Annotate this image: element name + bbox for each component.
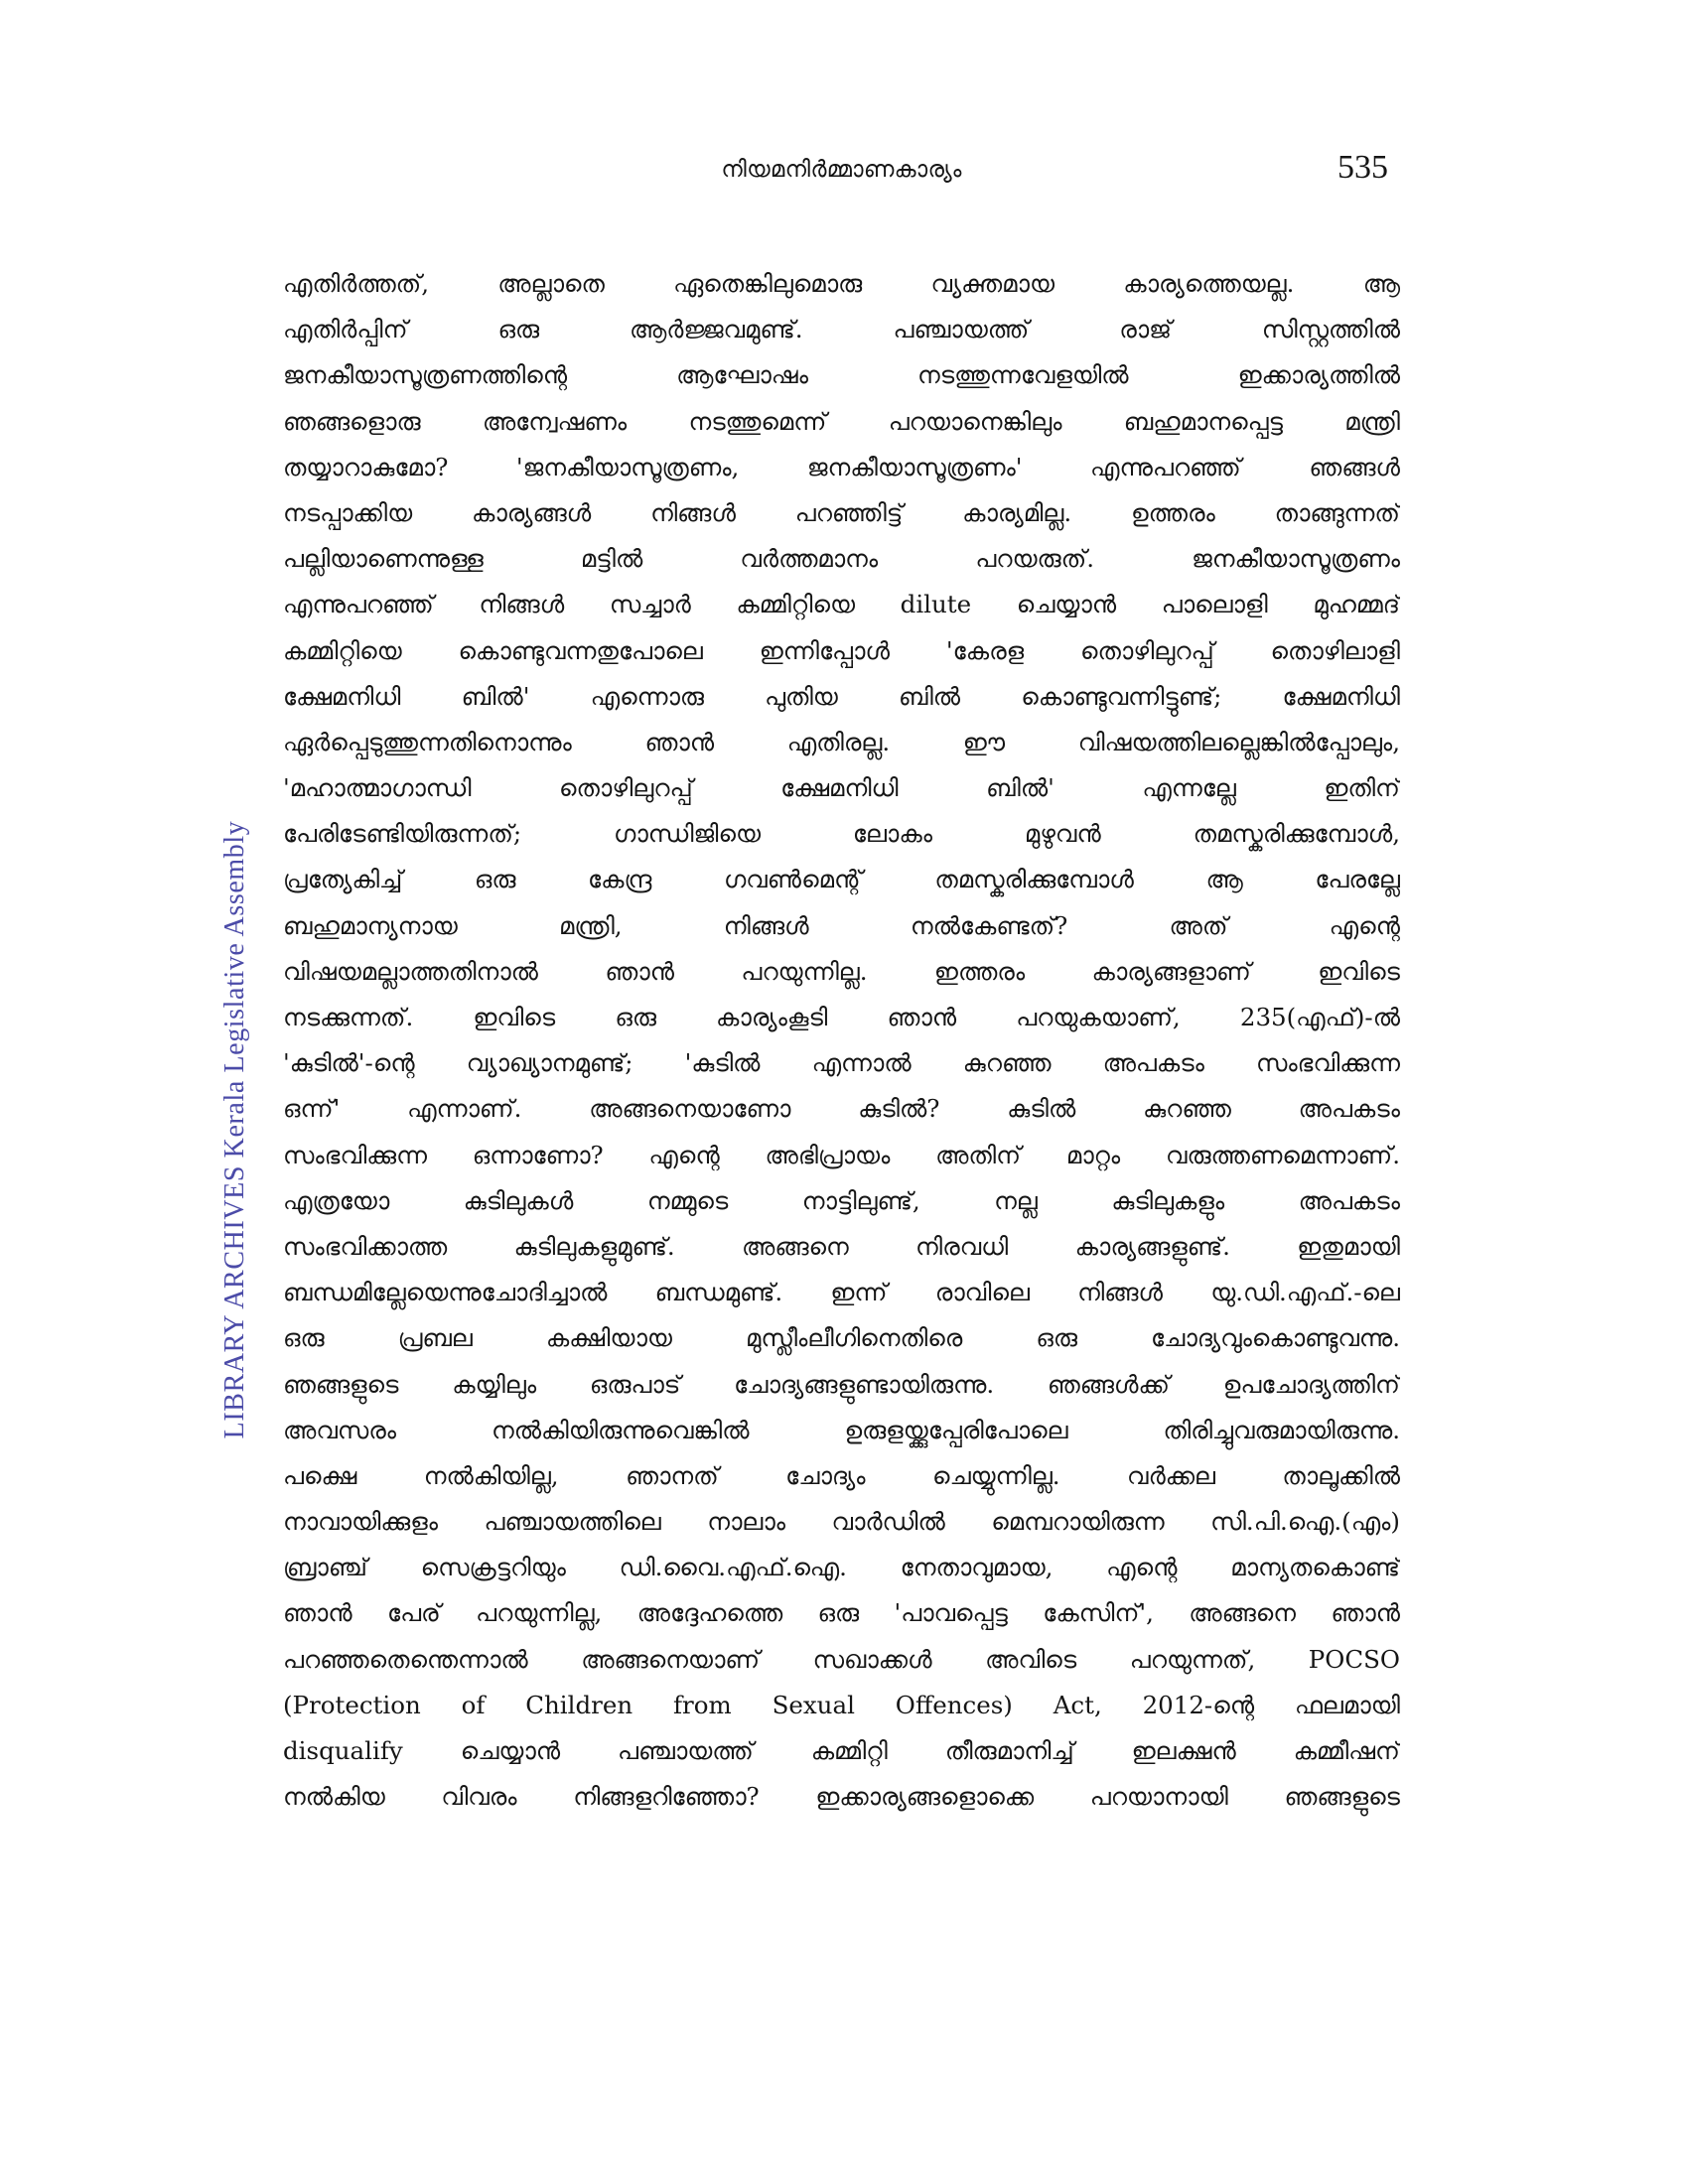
text-line: ക്ഷേമനിധി ബിൽ' എന്നൊരു പുതിയ ബിൽ കൊണ്ടുവന്നിട്ടുണ്ട്; ക്ഷേമനിധി [283, 681, 1400, 711]
text-line: പറഞ്ഞതെന്തെന്നാൽ അങ്ങനെയാണ് സഖാക്കൾ അവിടെ പറയുന്നത്, POCSO [283, 1644, 1400, 1674]
text-line: എതിർത്തത്, അല്ലാതെ ഏതെങ്കിലുമൊരു വ്യക്തമായ കാര്യത്തെയല്ല. ആ [283, 269, 1400, 298]
text-line: നൽകിയ വിവരം നിങ്ങളറിഞ്ഞോ? ഇക്കാര്യങ്ങളൊക്കെ പറയാനായി ഞങ്ങളുടെ [283, 1782, 1400, 1812]
text-line: സംഭവിക്കുന്ന ഒന്നാണോ? എന്റെ അഭിപ്രായം അതിന് മാറ്റം വരുത്തണമെന്നാണ്. [283, 1140, 1400, 1169]
text-line: നടപ്പാക്കിയ കാര്യങ്ങൾ നിങ്ങൾ പറഞ്ഞിട്ട് കാര്യമില്ല. ഉത്തരം താങ്ങുന്നത് [283, 497, 1400, 527]
text-line: തയ്യാറാകുമോ? 'ജനകീയാസൂത്രണം, ജനകീയാസൂത്രണം' എന്നുപറഞ്ഞ് ഞങ്ങൾ [283, 452, 1400, 481]
text-line: 'മഹാത്മാഗാന്ധി തൊഴിലുറപ്പ് ക്ഷേമനിധി ബിൽ' എന്നല്ലേ ഇതിന് [283, 773, 1400, 803]
text-line: എതിർപ്പിന് ഒരു ആർജ്ജവമുണ്ട്. പഞ്ചായത്ത് രാജ് സിസ്റ്റത്തിൽ [283, 315, 1400, 344]
text-line: നാവായിക്കുളം പഞ്ചായത്തിലെ നാലാം വാർഡിൽ മെമ്പറായിരുന്ന സി.പി.ഐ.(എം) [283, 1507, 1400, 1537]
text-line: നടക്കുന്നത്. ഇവിടെ ഒരു കാര്യംകൂടി ഞാൻ പറയുകയാണ്, 235(എഫ്)-ൽ [283, 1003, 1400, 1031]
text-line: കമ്മിറ്റിയെ കൊണ്ടുവന്നതുപോലെ ഇന്നിപ്പോൾ 'കേരള തൊഴിലുറപ്പ് തൊഴിലാളി [283, 635, 1400, 665]
text-line: ഞങ്ങളുടെ കയ്യിലും ഒരുപാട് ചോദ്യങ്ങളുണ്ടായിരുന്നു. ഞങ്ങൾക്ക് ഉപചോദ്യത്തിന് [283, 1369, 1400, 1399]
text-line: എത്രയോ കുടിലുകൾ നമ്മുടെ നാട്ടിലുണ്ട്, നല്ല കുടിലുകളും അപകടം [283, 1185, 1400, 1215]
body-text [283, 261, 1400, 1820]
text-line: ഏർപ്പെടുത്തുന്നതിനൊന്നും ഞാൻ എതിരല്ല. ഈ വിഷയത്തിലല്ലെങ്കിൽപ്പോലും, [283, 727, 1400, 756]
text-line: പല്ലിയാണെന്നുള്ള മട്ടിൽ വർത്തമാനം പറയരുത്. ജനകീയാസൂത്രണം [283, 544, 1400, 574]
text-line: ബഹുമാന്യനായ മന്ത്രി, നിങ്ങൾ നൽകേണ്ടത്? അത് എന്റെ [283, 910, 1400, 940]
text-line: disqualify ചെയ്യാൻ പഞ്ചായത്ത് കമ്മിറ്റി തീരുമാനിച്ച് ഇലക്ഷൻ കമ്മീഷന് [283, 1736, 1400, 1765]
text-line: ഒന്ന്' എന്നാണ്. അങ്ങനെയാണോ കുടിൽ? കുടിൽ കുറഞ്ഞ അപകടം [283, 1094, 1400, 1124]
text-line: പക്ഷെ നൽകിയില്ല, ഞാനത് ചോദ്യം ചെയ്യുന്നില്ല. വർക്കല താലൂക്കിൽ [283, 1460, 1400, 1490]
text-line: ബന്ധമില്ലേയെന്നുചോദിച്ചാൽ ബന്ധമുണ്ട്. ഇന്ന് രാവിലെ നിങ്ങൾ യു.ഡി.എഫ്.-ലെ [283, 1278, 1400, 1307]
text-line: ഞങ്ങളൊരു അന്വേഷണം നടത്തുമെന്ന് പറയാനെങ്കിലും ബഹുമാനപ്പെട്ട മന്ത്രി [283, 406, 1400, 436]
text-line: ജനകീയാസൂത്രണത്തിന്റെ ആഘോഷം നടത്തുന്നവേളയിൽ ഇക്കാര്യത്തിൽ [283, 360, 1400, 390]
text-line: 'കുടിൽ'-ന്റെ വ്യാഖ്യാനമുണ്ട്; 'കുടിൽ എന്നാൽ കുറഞ്ഞ അപകടം സംഭവിക്കുന്ന [283, 1048, 1400, 1078]
running-header [283, 149, 1400, 199]
text-line: വിഷയമല്ലാത്തതിനാൽ ഞാൻ പറയുന്നില്ല. ഇത്തരം കാര്യങ്ങളാണ് ഇവിടെ [283, 956, 1400, 986]
text-line: അവസരം നൽകിയിരുന്നുവെങ്കിൽ ഉരുളയ്ക്കുപ്പേരിപോലെ തിരിച്ചുവരുമായിരുന്നു. [283, 1415, 1400, 1444]
page-number: 535 [1337, 149, 1388, 186]
text-line: പ്രത്യേകിച്ച് ഒരു കേന്ദ്ര ഗവൺമെന്റ് തമസ്കരിക്കുമ്പോൾ ആ പേരല്ലേ [283, 865, 1400, 894]
text-line: (Protection of Children from Sexual Offences) Act, 2012-ന്റെ ഫലമായി [283, 1690, 1400, 1719]
text-line: ഞാൻ പേര് പറയുന്നില്ല, അദ്ദേഹത്തെ ഒരു 'പാവപ്പെട്ട കേസിന്', അങ്ങനെ ഞാൻ [283, 1598, 1400, 1628]
running-title: നിയമനിർമ്മാണകാര്യം [721, 157, 962, 183]
text-line: പേരിടേണ്ടിയിരുന്നത്; ഗാന്ധിജിയെ ലോകം മുഴുവൻ തമസ്കരിക്കുമ്പോൾ, [283, 819, 1400, 849]
text-line: എന്നുപറഞ്ഞ് നിങ്ങൾ സച്ചാർ കമ്മിറ്റിയെ dilute ചെയ്യാൻ പാലൊളി മുഹമ്മദ് [283, 590, 1400, 619]
text-line: ഒരു പ്രബല കക്ഷിയായ മുസ്ലീംലീഗിനെതിരെ ഒരു ചോദ്യവുംകൊണ്ടുവന്നു. [283, 1323, 1400, 1353]
text-line: ബ്രാഞ്ച് സെക്രട്ടറിയും ഡി.വൈ.എഫ്.ഐ. നേതാവുമായ, എന്റെ മാന്യതകൊണ്ട് [283, 1553, 1400, 1582]
text-line: സംഭവിക്കാത്ത കുടിലുകളുമുണ്ട്. അങ്ങനെ നിരവധി കാര്യങ്ങളുണ്ട്. ഇതുമായി [283, 1231, 1400, 1261]
archive-watermark: LIBRARY ARCHIVES Kerala Legislative Assembly [219, 820, 250, 1439]
